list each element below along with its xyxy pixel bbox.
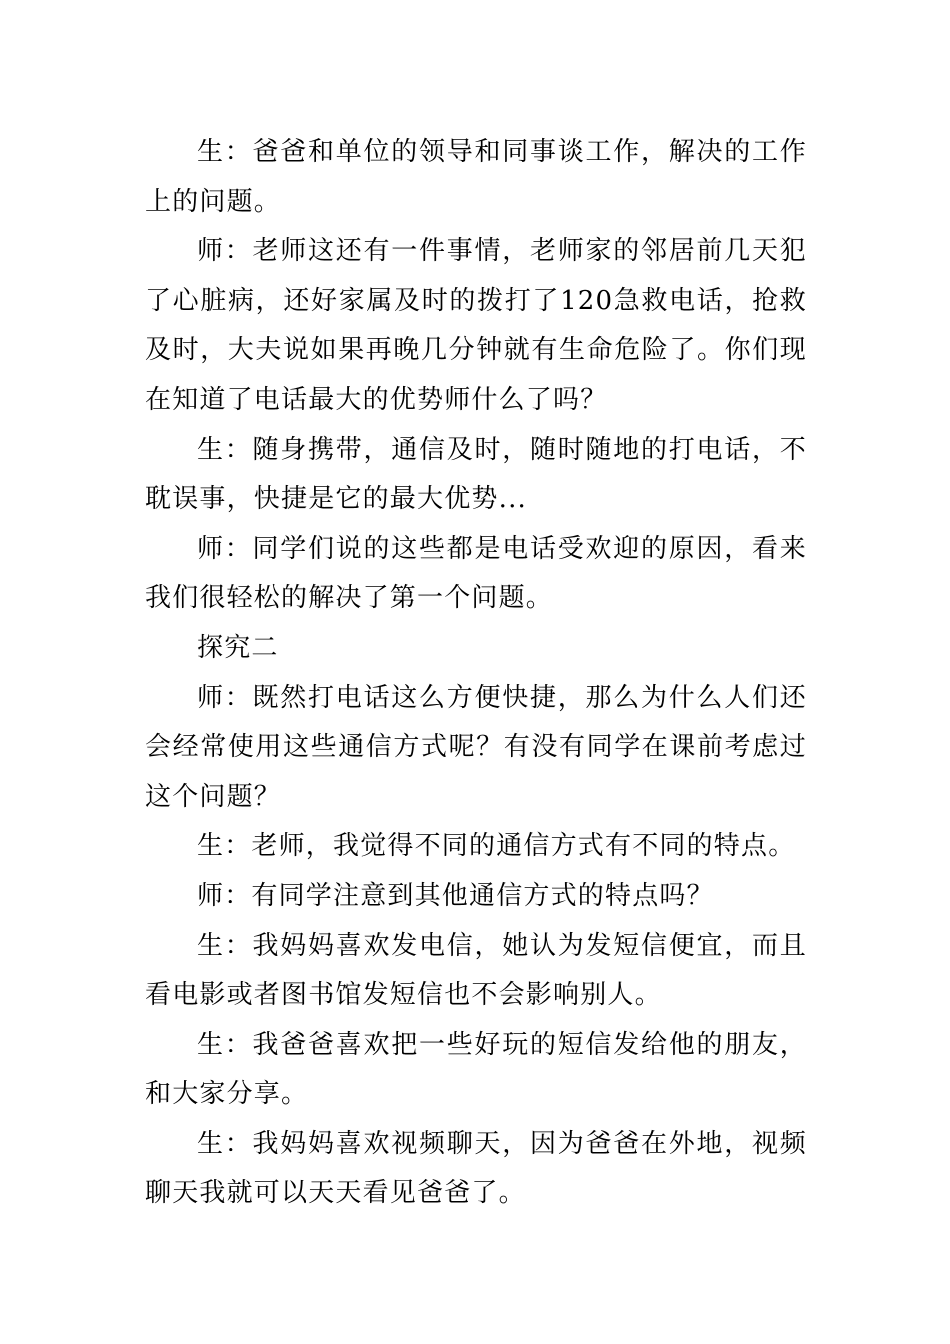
paragraph-student-mother-sms: 生：我妈妈喜欢发电信，她认为发短信便宜，而且看电影或者图书馆发短信也不会影响别人。 [145,930,807,1011]
paragraph-teacher-neighbor-story: 师：老师这还有一件事情，老师家的邻居前几天犯了心脏病，还好家属及时的拨打了120急救电话，抢救及时，大夫说如果再晚几分钟就有生命危险了。你们现在知道了电话最大的优势师什么了吗？ [145,236,807,415]
paragraph-student-father-share: 生：我爸爸喜欢把一些好玩的短信发给他的朋友，和大家分享。 [145,1029,807,1110]
paragraph-teacher-summary: 师：同学们说的这些都是电话受欢迎的原因，看来我们很轻松的解决了第一个问题。 [145,533,807,614]
paragraph-student-video-chat: 生：我妈妈喜欢视频聊天，因为爸爸在外地，视频聊天我就可以天天看见爸爸了。 [145,1128,807,1209]
paragraph-teacher-other-features: 师：有同学注意到其他通信方式的特点吗？ [197,880,714,911]
paragraph-student-different-features: 生：老师，我觉得不同的通信方式有不同的特点。 [197,831,796,862]
document-body [145,128,807,1219]
paragraph-student-answer-work: 生：爸爸和单位的领导和同事谈工作，解决的工作上的问题。 [145,137,807,217]
paragraph-teacher-question: 师：既然打电话这么方便快捷，那么为什么人们还会经常使用这些通信方式呢？有没有同学在课前考虑过这个问题？ [145,682,807,812]
section-heading-explore-two: 探究二 [197,632,279,663]
paragraph-student-phone-advantages: 生：随身携带，通信及时，随时随地的打电话，不耽误事，快捷是它的最大优势... [145,434,807,515]
